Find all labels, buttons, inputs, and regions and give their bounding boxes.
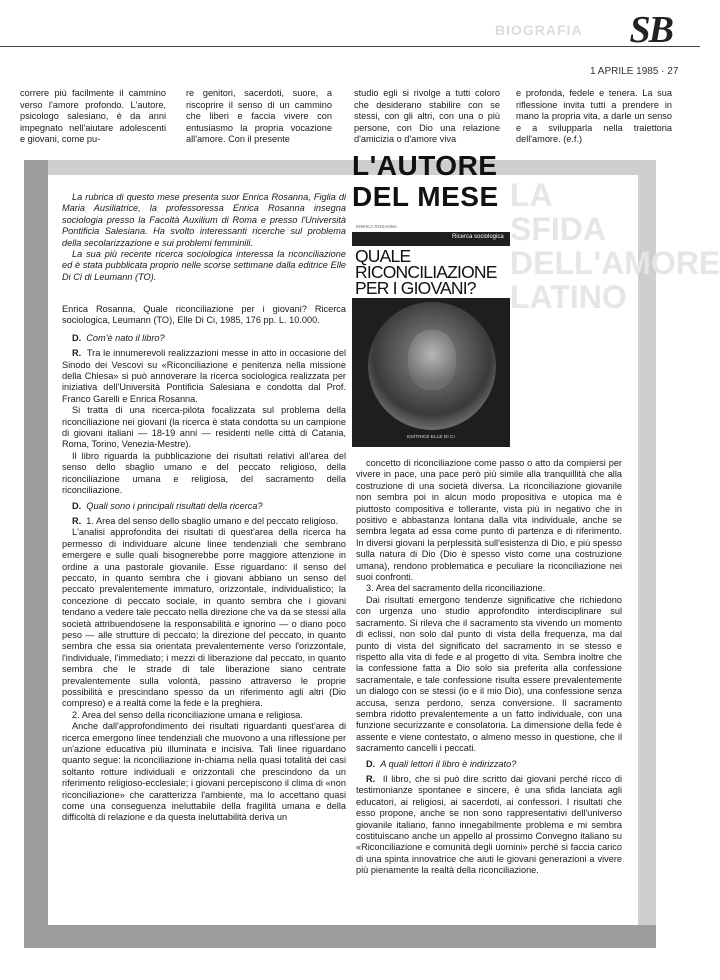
ghost-title: LA SFIDA DELL'AMORE LATINO [510,177,720,315]
answer-text: Il libro, che si può dire scritto dai giovani perché ricco di testimonianze spontanee e sincere, è una sfida lanciata agli educatori, ai religiosi, ai sacerdoti, ai confessori. I risultati che esso propone, anche se non sono rappresentativi dell'universo giovanile italiano, fanno innegabilmente problema e mi sembra costituiscano anche un appello al prossimo Convegno italiano su «Riconciliazione e comunità degli uomini» perché si faccia carico di una spinta innovatrice che aiuti le giovani generazioni a vivere più pienamente la realtà della riconciliazione. [356,773,623,876]
top-column-3: studio egli si rivolge a tutti coloro che desiderano stabilire con se stessi, con gli altri, con una o più persone, con Dio una relazione d'amicizia o d'amore viva [354,88,500,145]
box-shadow-left [24,160,48,948]
interview-column-1 [62,304,346,824]
interview-question [356,759,622,770]
paragraph: 3. Area del sacramento della riconciliazione. [366,583,546,594]
question-text: Com'è nato il libro? [86,332,165,343]
interview-answer [62,348,346,405]
interview-question [62,333,346,344]
interview-answer [356,774,622,877]
cover-series: Ricerca sociologica [452,234,504,240]
paragraph: Il libro riguarda la pubblicazione dei risultati relativi all'area del senso dello sbaglio umano e del peccato religioso, della riconciliazione umana e religiosa, del sacramento della riconciliazione. [62,450,346,496]
question-label: D. [366,758,376,769]
paragraph: concetto di riconciliazione come passo o atto da compiersi per vivere in pace, una pace però più simile alla tranquillità che alla costruzione di una società diversa. La riconciliazione giovanile non sembra poi in alcun modo propositiva e utopica ma è piuttosto compositiva e tollerante, vista più in negativo che in positivo e abbastanza lontana dalla vita individuale, anche se sembra legata ad essa come punto di partenza e di riferimento. In diversi giovani la perplessità sull'esistenza di Dio, e più spesso sulla natura di Dio (Dio è spesso visto come una costruzione umana), rendono problematica e peculiare la riconciliazione nei suoi confronti. [356,458,622,583]
cover-author: ENRICA ROSANNA [356,224,398,229]
feature-title: L'AUTORE DEL MESE [352,150,499,212]
top-column-1: correre più facilmente il cammino verso l'amore profondo. L'autore, psicologo salesiano, è da anni impegnato nell'aiutare adolescenti e giovani, come pu- [20,88,166,145]
paragraph: 2. Area del senso della riconciliazione umana e religiosa. [72,709,303,720]
question-text: A quali lettori il libro è indirizzato? [380,758,517,769]
top-column-4: e profonda, fedele e tenera. La sua riflessione invita tutti a prendere in mano la propria vita, a darle un senso e a svilupparla nella traiettoria dell'amore. (e.f.) [516,88,672,145]
answer-text: Tra le innumerevoli realizzazioni messe in atto in occasione del Sinodo dei Vescovi su «Riconciliazione e penitenza nella missione della Chiesa» si può annoverare la ricerca sociologica realizzata per iniziativa dell'Università Pontificia Salesiana e condotta dal Prof. Franco Garelli e Enrica Rosanna. [62,348,346,404]
face-image [408,330,456,390]
cover-title: QUALE RICONCILIAZIONE PER I GIOVANI? [352,246,510,298]
question-label: D. [72,332,82,343]
paragraph: L'analisi approfondita dei risultati di quest'area della ricerca ha permesso di individuare alcune linee tendenziali che sembrano emergere e sulle quali bisognerebbe porre maggiore attenzione in ordine a una pastorale giovanile. Esse riguardano: il senso del peccato, in quanto sembra che i giovani abbiano un senso del peccato prevalentemente immaturo, orizzontale, individualistico; la concezione di peccato sociale, in quanto sembra che i giovani tendano a vedere tale peccato nella direzione che va da se stessi alla società attribuendosene la responsabilità e ignorino — o diano poco peso — alle strutture di peccato; la direzione del peccato, in quanto sembra che essa sia orientata prevalentemente verso l'orizzontale, l'individuale, l'immediato; i mezzi di liberazione dal peccato, in quanto sembra che le strade di tale liberazione siano centrate prevalentemente sulla volontà, passino attraverso le proprie possibilità e prescindano spesso da un riferimento agli altri (Dio compreso) e a realtà come la fede e la preghiera. [62,527,346,709]
paragraph: Dai risultati emergono tendenze significative che richiedono con urgenza uno studio approfondito interdisciplinare sul sacramento. Si rileva che il sacramento sta vivendo un momento di eclissi, non solo dal punto di vista della frequenza, ma dal punto di vista del significato del sacramento in se stesso e rispetto alla vita di fede e al progetto di vita. Sembra inoltre che la confessione fatta a Dio solo sia preferita alla confessione sacramentale, e tale confessione risulta essere prevalentemente un dialogo con se stessi (io e il mio Dio), una confessione senza accusa, senza perdono, senza conversione. Il sacramento sembra ridotto prevalentemente a un fatto individuale, con una funzione securizzante e consolatoria. La dimensione della fede è assente e viene contestato, o almeno messo in questione, che il sacramento cancelli i peccati. [356,594,622,754]
answer-label: R. [366,773,376,784]
header-rule [0,46,700,47]
question-label: D. [72,500,82,511]
paragraph: Anche dall'approfondimento dei risultati riguardanti quest'area di ricerca emergono linee tendenziali che muovono a una riflessione per un'azione educativa più illuminata e incisiva. Tali linee riguardano quanto segue: la riconciliazione in-chiama nella quasi totalità dei casi soltanto rotture individuali e orizzontali che prescindono da un riferimento religioso-ecclesiale; i giovani percepiscono il clima di «non riconciliazione» che caratterizza l'ambiente, ma lo accettano quasi come una conseguenza ineluttabile della fragilità umana e della difficoltà di relazione e da questa ineluttabilità deriva un [62,721,346,823]
cover-publisher: EDITRICE ELLE DI CI [407,435,455,440]
question-text: Quali sono i principali risultati della ricerca? [86,500,263,511]
ghost-heading: BIOGRAFIA [495,22,583,38]
paragraph: Si tratta di una ricerca-pilota focalizzata sul problema della riconciliazione nei giovani (la ricerca è stata condotta su un campione di giovani italiani — 18-19 anni — residenti nelle città di Catania, Roma, Torino, Venezia-Mestre). [62,405,346,450]
interview-question [62,501,346,512]
answer-text: 1. Area del senso dello sbaglio umano e del peccato religioso. [86,515,339,526]
interview-answer [62,516,346,527]
bibliography: Enrica Rosanna, Quale riconciliazione per i giovani? Ricerca sociologica, Leumann (TO), Elle Di Ci, 1985, 176 pp. L. 10.000. [62,304,346,326]
top-column-2: re genitori, sacerdoti, suore, a riscoprire il senso di un cammino che liberi e faccia vivere con entusiasmo la propria vocazione all'amore. Con il presente [186,88,332,145]
magazine-logo: SB [629,9,672,51]
book-cover [352,222,510,447]
cover-portrait [368,302,496,430]
box-shadow-bottom [24,925,656,948]
page-date: 1 APRILE 1985 · 27 [590,66,679,77]
feature-intro: La rubrica di questo mese presenta suor Enrica Rosanna, Figlia di Maria Ausiliatrice, la professoressa Enrica Rosanna insegna sociologia presso la Facoltà Auxilium di Roma e presso l'Università Pontificia Salesiana. Ha svolto interessanti ricerche sul problema della secolarizzazione e sui problemi femminili. La sua più recente ricerca sociologica interessa la riconciliazione ed è stata pubblicata proprio nelle scorse settimane dalla editrice Elle Di Ci di Leumann (TO). [62,192,346,282]
interview-column-2 [356,458,622,877]
answer-label: R. [72,515,82,526]
answer-label: R. [72,348,82,359]
